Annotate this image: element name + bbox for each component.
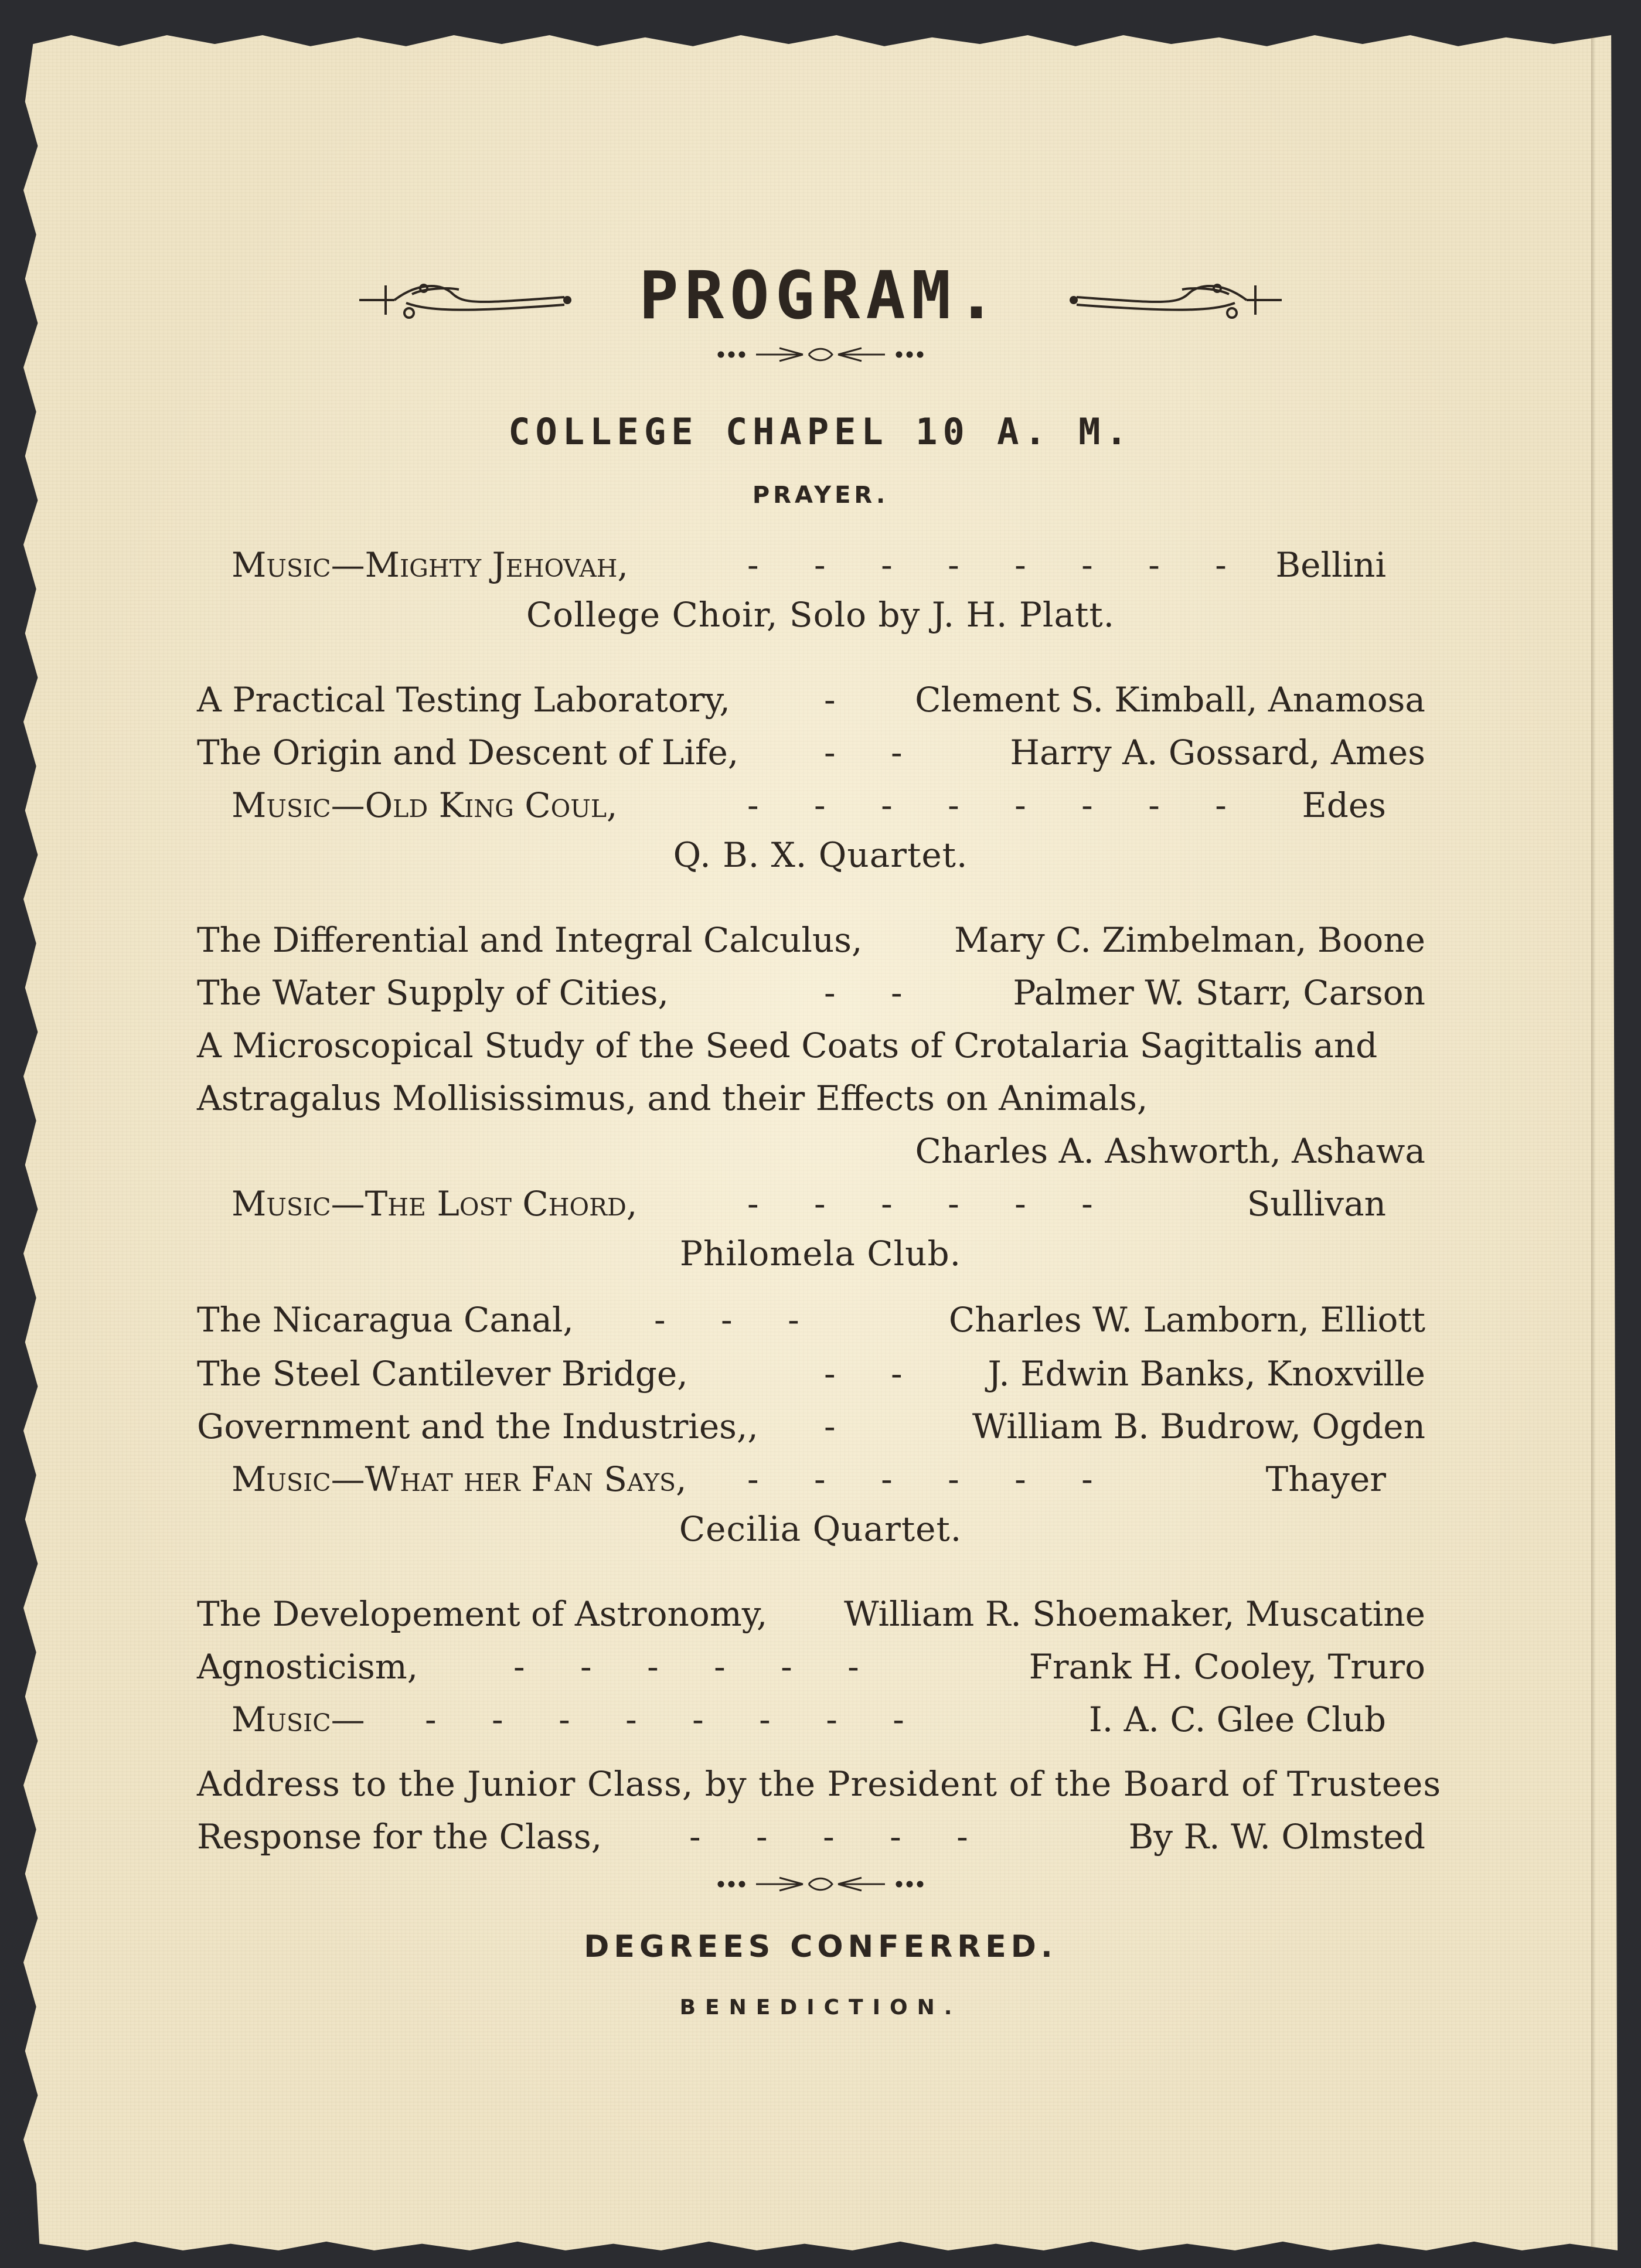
oration-title: Response for the Class, <box>197 1817 602 1857</box>
oration-title: Government and the Industries,, <box>197 1407 758 1446</box>
right-flourish-icon <box>1065 271 1288 329</box>
oration-title: The Steel Cantilever Bridge, <box>197 1354 688 1394</box>
speaker: Frank H. Cooley, Truro <box>1029 1647 1425 1687</box>
performer: College Choir, Solo by J. H. Platt. <box>526 595 1115 635</box>
oration-title-line1: A Microscopical Study of the Seed Coats of Crotalaria Sagittalis and <box>197 1026 1378 1065</box>
composer: Edes <box>1302 785 1386 825</box>
speaker: Charles W. Lamborn, Elliott <box>948 1300 1425 1340</box>
leader-dashes: - - - - - - - - <box>747 785 1249 825</box>
divider-ornament-bottom-icon <box>715 1875 926 1893</box>
address-text: Address to the Junior Class, by the President of the Board of Trustees <box>197 1764 1442 1804</box>
leader-dashes: - - - - - - <box>747 1184 1115 1224</box>
oration-title: The Water Supply of Cities, <box>197 973 669 1013</box>
performer: Philomela Club. <box>679 1234 962 1273</box>
oration-title: The Differential and Integral Calculus, <box>197 920 863 960</box>
leader-dashes: - - <box>824 1354 925 1394</box>
leader-dashes: - - - - - - - - <box>425 1700 927 1739</box>
composer: I. A. C. Glee Club <box>1088 1700 1386 1739</box>
leader-dashes: - <box>824 1407 858 1446</box>
oration-title-line2: Astragalus Mollisissimus, and their Effects on Animals, <box>197 1078 1148 1118</box>
oration-title: A Practical Testing Laboratory, <box>197 680 730 720</box>
speaker: Clement S. Kimball, Anamosa <box>915 680 1425 720</box>
composer: Sullivan <box>1247 1184 1386 1224</box>
prayer-heading: PRAYER. <box>752 482 889 509</box>
speaker: William R. Shoemaker, Muscatine <box>843 1594 1425 1634</box>
music-title: Music—The Lost Chord, <box>231 1184 638 1224</box>
program-heading-row <box>0 258 1641 334</box>
oration-title: The Nicaragua Canal, <box>197 1300 574 1340</box>
speaker: Charles A. Ashworth, Ashawa <box>915 1131 1425 1171</box>
divider-ornament-icon <box>715 346 926 363</box>
speaker: Mary C. Zimbelman, Boone <box>954 920 1425 960</box>
oration-title: The Developement of Astronomy, <box>197 1594 768 1634</box>
leader-dashes: - - - - - - <box>513 1647 881 1687</box>
leader-dashes: - - - - - - - - <box>747 545 1249 585</box>
left-flourish-icon <box>353 271 576 329</box>
music-title: Music—Mighty Jehovah, <box>231 545 628 585</box>
performer: Cecilia Quartet. <box>679 1509 962 1549</box>
speaker: Palmer W. Starr, Carson <box>1013 973 1425 1013</box>
degrees-heading: DEGREES CONFERRED. <box>584 1929 1057 1964</box>
performer: Q. B. X. Quartet. <box>673 835 968 875</box>
oration-title: The Origin and Descent of Life, <box>197 733 739 772</box>
speaker: William B. Budrow, Ogden <box>972 1407 1425 1446</box>
leader-dashes: - - <box>824 973 925 1013</box>
speaker: By R. W. Olmsted <box>1128 1817 1425 1857</box>
music-title: Music— <box>231 1700 365 1739</box>
leader-dashes: - - - - - <box>689 1817 990 1857</box>
composer: Bellini <box>1275 545 1386 585</box>
leader-dashes: - - - <box>654 1300 822 1340</box>
oration-title: Agnosticism, <box>197 1647 418 1687</box>
speaker: Harry A. Gossard, Ames <box>1010 733 1425 772</box>
leader-dashes: - - - - - - <box>747 1459 1115 1499</box>
speaker: J. Edwin Banks, Knoxville <box>988 1354 1425 1394</box>
leader-dashes: - <box>824 680 858 720</box>
composer: Thayer <box>1265 1459 1386 1499</box>
program-title: PROGRAM. <box>639 258 1002 334</box>
music-title: Music—What her Fan Says, <box>231 1459 687 1499</box>
chapel-subheading: COLLEGE CHAPEL 10 A. M. <box>508 410 1133 453</box>
music-title: Music—Old King Coul, <box>231 785 618 825</box>
card-fold-edge <box>1591 35 1595 2250</box>
leader-dashes: - - <box>824 733 925 772</box>
benediction-heading: BENEDICTION. <box>679 1995 962 2020</box>
